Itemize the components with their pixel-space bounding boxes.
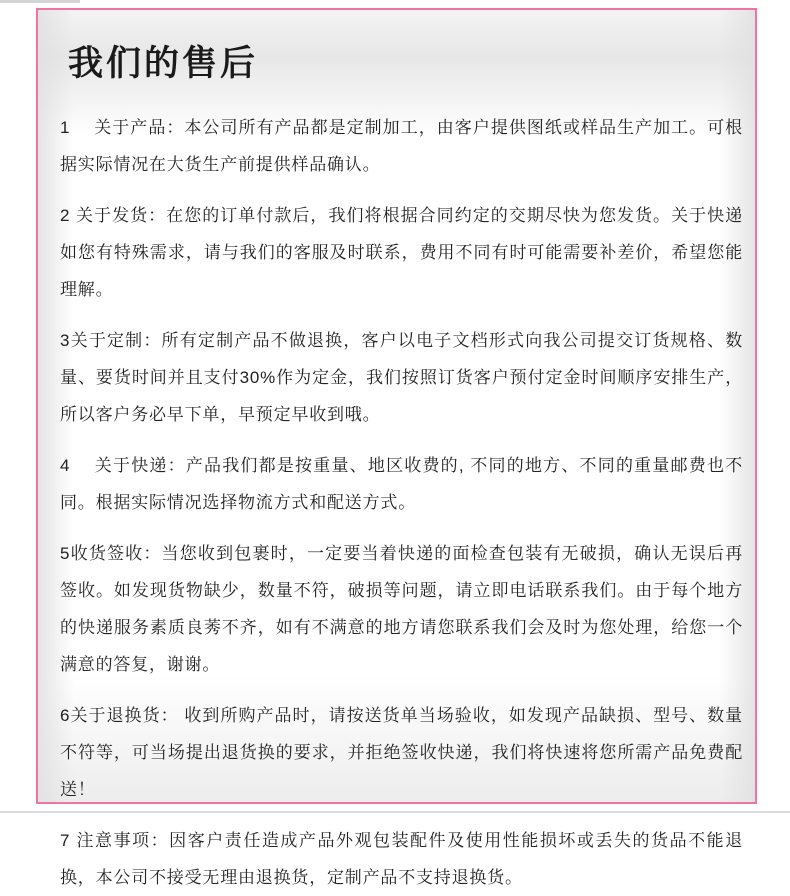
notice-paragraph-list <box>60 109 743 896</box>
notice-paragraph-returns: 6关于退换货： 收到所购产品时，请按送货单当场验收，如发现产品缺损、型号、数量不符等，可当场提出退货换的要求，并拒绝签收快递，我们将快速将您所需产品免费配送！ <box>60 706 743 799</box>
notice-paragraph-products: 1 关于产品：本公司所有产品都是定制加工，由客户提供图纸或样品生产加工。可根据实际情况在大货生产前提供样品确认。 <box>60 118 743 174</box>
notice-content <box>38 44 755 887</box>
page-title: 我们的售后 <box>68 44 259 83</box>
notice-paragraph-shipping: 2 关于发货：在您的订单付款后，我们将根据合同约定的交期尽快为您发货。关于快递如您有特殊需求，请与我们的客服及时联系，费用不同有时可能需要补差价，希望您能理解。 <box>60 206 743 299</box>
notice-paragraph-express: 4 关于快递：产品我们都是按重量、地区收费的, 不同的地方、不同的重量邮费也不同。根据实际情况选择物流方式和配送方式。 <box>60 456 743 512</box>
notice-paragraph-precautions: 7 注意事项：因客户责任造成产品外观包装配件及使用性能损坏或丢失的货品不能退换，本公司不接受无理由退换货，定制产品不支持退换货。 <box>60 831 743 887</box>
page-edge-artifact <box>0 0 80 3</box>
after-sales-notice-panel <box>36 8 757 887</box>
notice-paragraph-receiving: 5收货签收：当您收到包裹时，一定要当着快递的面检查包装有无破损，确认无误后再签收。如发现货物缺少，数量不符，破损等问题，请立即电话联系我们。由于每个地方的快递服务素质良莠不齐，如有不满意的地方请您联系我们会及时为您处理，给您一个满意的答复，谢谢。 <box>60 544 743 674</box>
notice-paragraph-customization: 3关于定制：所有定制产品不做退换，客户以电子文档形式向我公司提交订货规格、数量、要货时间并且支付30%作为定金，我们按照订货客户预付定金时间顺序安排生产，所以客户务必早下单，早预定早收到哦。 <box>60 331 743 424</box>
page-bottom-divider <box>0 811 790 813</box>
